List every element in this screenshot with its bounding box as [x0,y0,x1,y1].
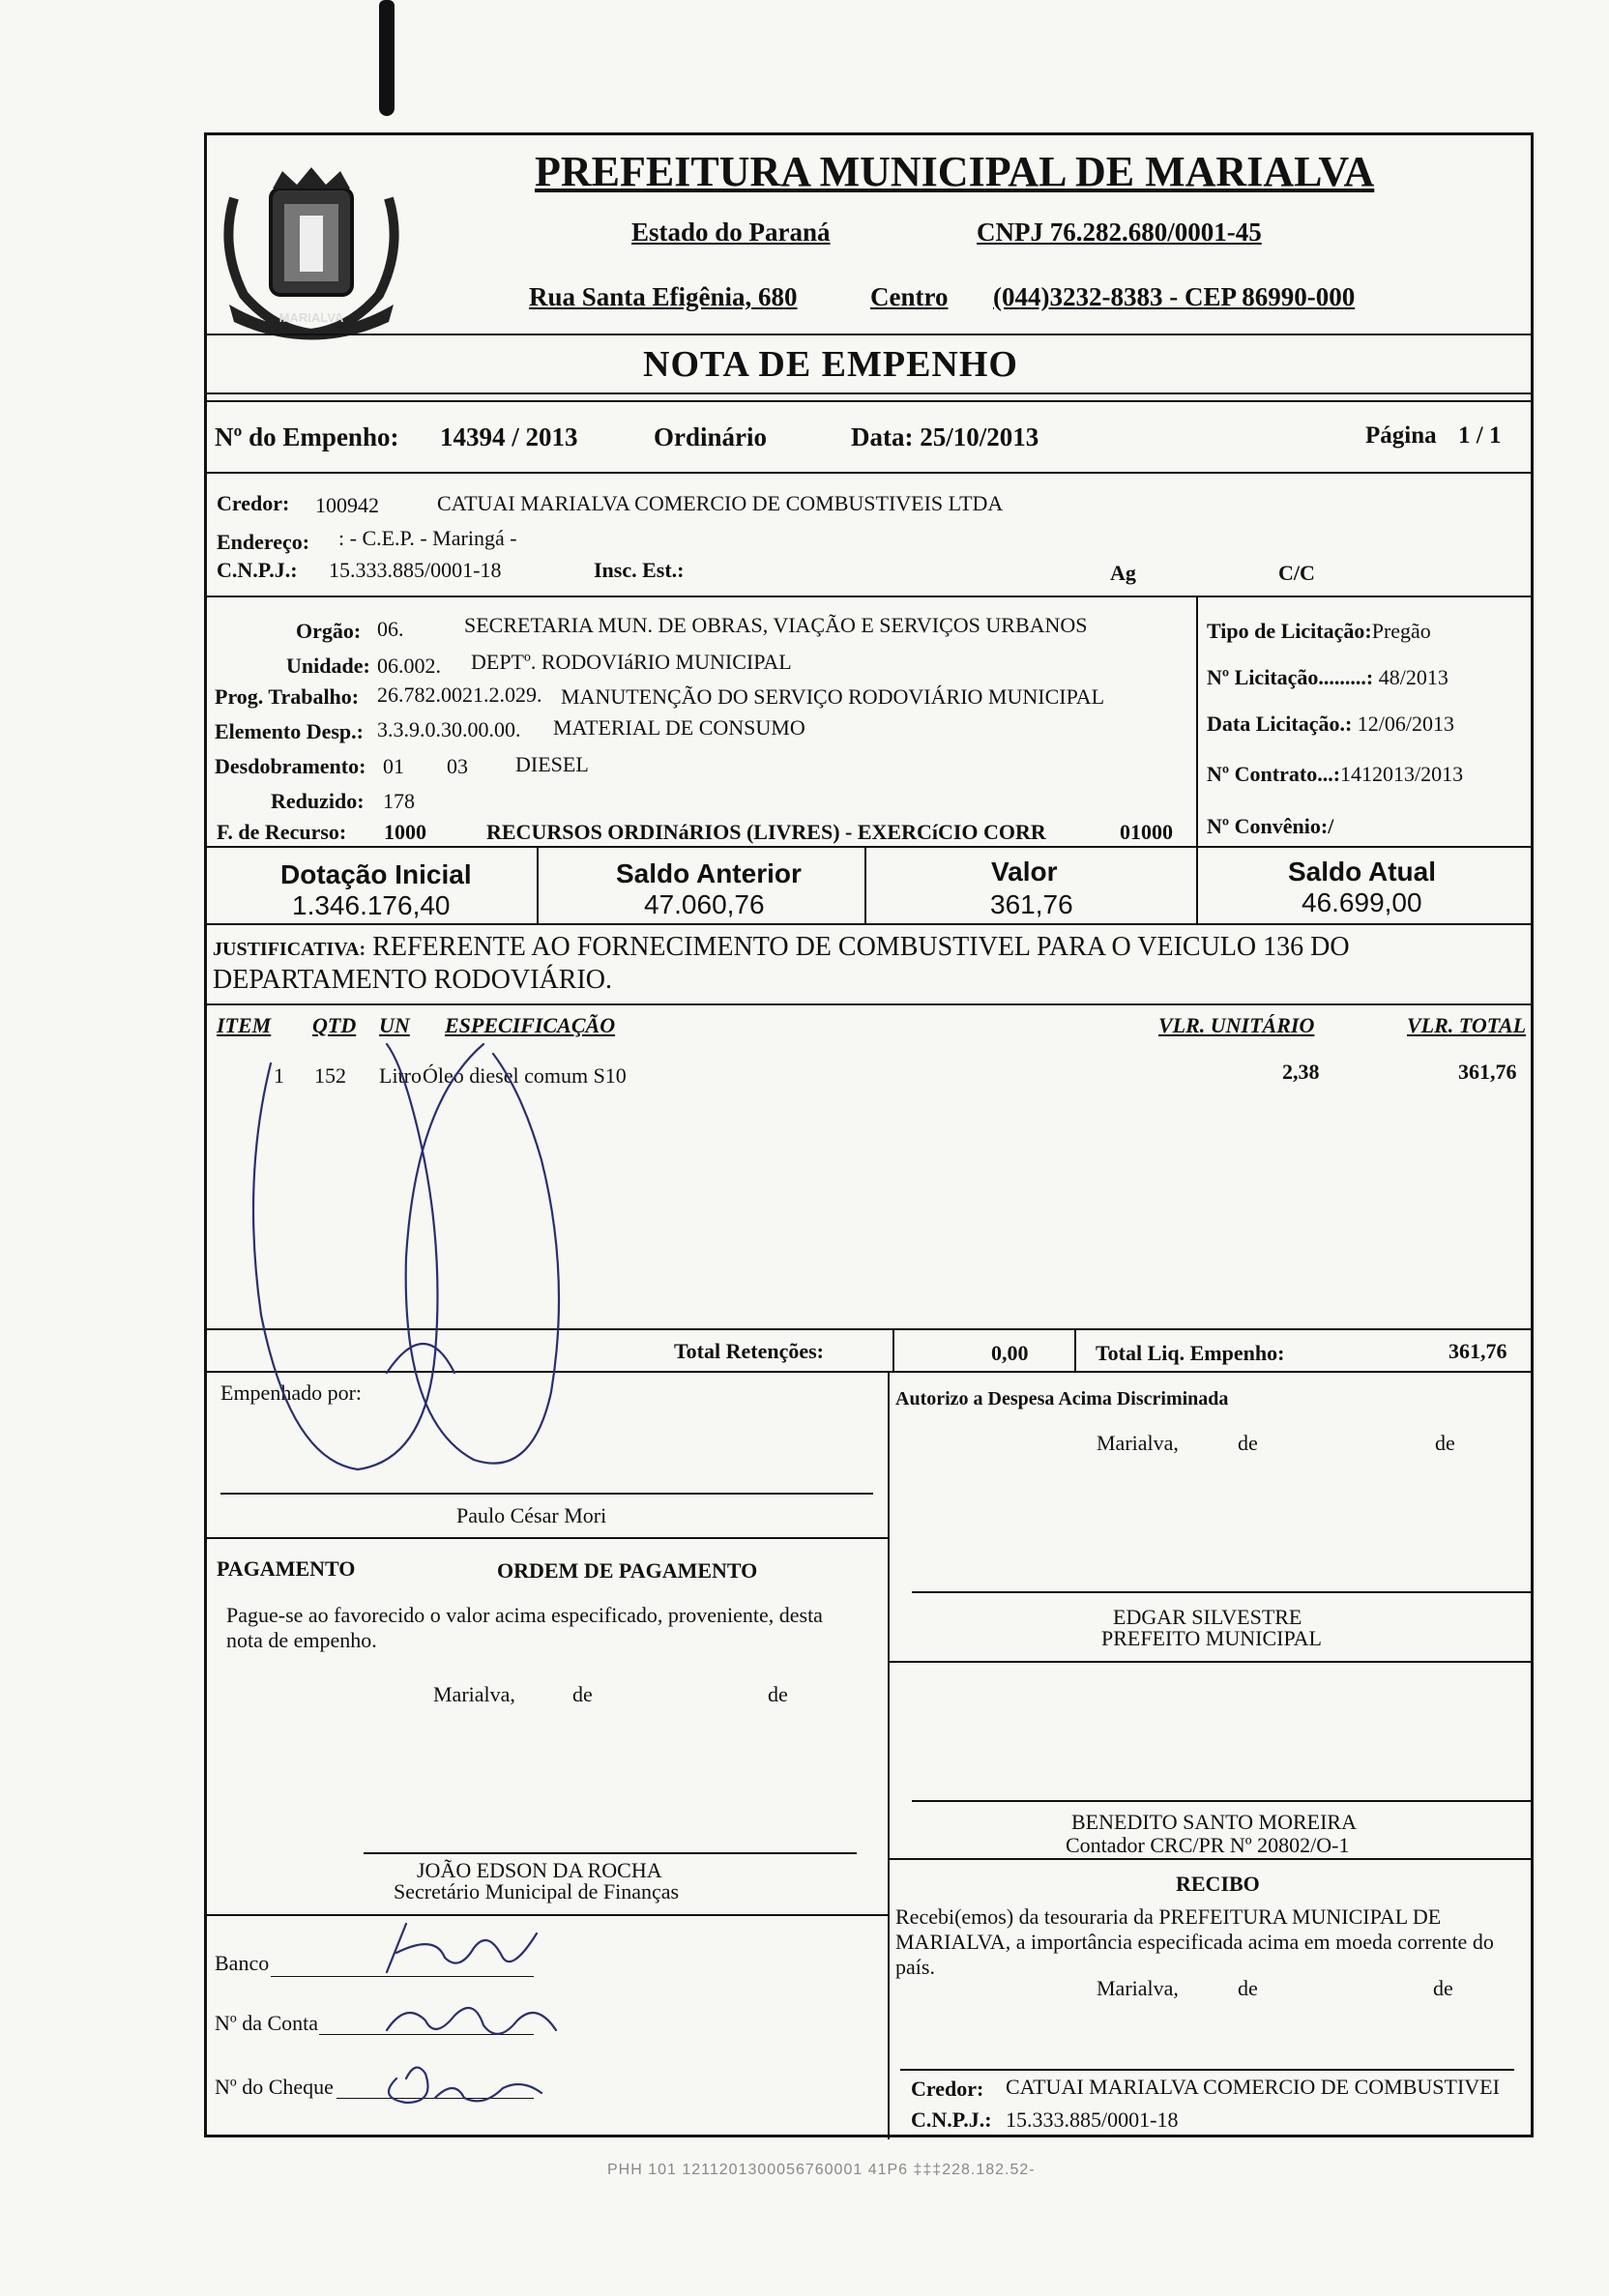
cc-label: C/C [1278,561,1315,585]
row-un: Litro [379,1063,422,1088]
header-street: Rua Santa Efigênia, 680 [529,282,798,311]
recurso-label: F. de Recurso: [217,820,347,844]
header-state: Estado do Paraná [631,218,831,247]
autorizo-local: Marialva, [1097,1431,1179,1455]
col-qtd: QTD [312,1013,357,1037]
micr-line: PHH 101 1211201300056760001 41P6 ‡‡‡228.182.52- [607,2162,1036,2178]
contador-cargo: Contador CRC/PR Nº 20802/O-1 [1066,1833,1350,1857]
row-total: 361,76 [1458,1060,1517,1084]
empenho-number: 14394 / 2013 [440,422,578,451]
svg-text:MARIALVA: MARIALVA [278,310,344,325]
crest-icon [215,160,408,343]
retencoes-value: 0,00 [991,1341,1029,1365]
orgao-code: 06. [377,617,404,641]
autorizo-label: Autorizo a Despesa Acima Discriminada [895,1388,1229,1410]
credor-label: Credor: [217,491,290,515]
ag-label: Ag [1110,561,1136,585]
conta-label: Nº da Conta [215,2011,319,2035]
desdobramento-label: Desdobramento: [215,754,366,778]
elemento-code: 3.3.9.0.30.00.00. [377,717,521,741]
licitacao-num: 48/2013 [1378,665,1448,689]
doc-title: NOTA DE EMPENHO [643,344,1018,385]
page-title: PREFEITURA MUNICIPAL DE MARIALVA [535,148,1375,195]
recurso-name: RECURSOS ORDINáRIOS (LIVRES) - EXERCíCIO CORR [486,820,1046,844]
empenho-date: Data: 25/10/2013 [851,422,1039,451]
cheque-label: Nº do Cheque [215,2075,334,2099]
recibo-line3: país. [895,1955,935,1979]
prog-code: 26.782.0021.2.029. [377,683,542,707]
desdobramento-a: 01 [383,754,404,778]
licitacao-tipo: Pregão [1371,619,1431,643]
cnpj-value: 15.333.885/0001-18 [329,558,502,582]
recibo-title: RECIBO [1176,1872,1260,1896]
empenho-type: Ordinário [654,422,768,451]
justificativa [213,932,1350,996]
valor-value: 361,76 [990,889,1073,919]
ordem-local: Marialva, [433,1682,515,1706]
recibo-de2: de [1433,1976,1453,2000]
secretario-nome: JOÃO EDSON DA ROCHA [417,1858,662,1882]
contador-nome: BENEDITO SANTO MOREIRA [1071,1810,1357,1834]
autorizo-de2: de [1435,1431,1455,1455]
page-label: Página [1365,422,1437,449]
header-phone-cep: (044)3232-8383 - CEP 86990-000 [993,282,1356,311]
col-especificacao: ESPECIFICAÇÃO [445,1013,616,1037]
page-number: 1 / 1 [1458,422,1502,449]
col-un: UN [379,1013,410,1037]
row-qtd: 152 [314,1063,346,1088]
secretario-cargo: Secretário Municipal de Finanças [394,1879,680,1904]
empenhado-nome: Paulo César Mori [456,1503,607,1527]
credor-name: CATUAI MARIALVA COMERCIO DE COMBUSTIVEIS LTDA [437,491,1004,515]
pague-line1: Pague-se ao favorecido o valor acima especificado, proveniente, desta [226,1603,823,1627]
credor-code: 100942 [315,493,379,517]
recibo-line1: Recebi(emos) da tesouraria da PREFEITURA MUNICIPAL DE [895,1904,1442,1929]
col-vlr-total: VLR. TOTAL [1407,1013,1527,1037]
prog-name: MANUTENÇÃO DO SERVIÇO RODOVIÁRIO MUNICIPAL [561,684,1105,709]
recibo-line2: MARIALVA, a importância especificada acima em moeda corrente do [895,1930,1494,1954]
address-label: Endereço: [217,530,310,554]
convenio-label: Nº Convênio:/ [1207,814,1334,838]
reduzido-label: Reduzido: [271,789,365,813]
elemento-label: Elemento Desp.: [215,719,364,743]
saldo-anterior-label: Saldo Anterior [616,858,802,888]
insc-label: Insc. Est.: [594,558,685,582]
row-unit: 2,38 [1282,1060,1320,1084]
justificativa-line2: DEPARTAMENTO RODOVIÁRIO. [213,965,612,995]
prefeito-nome: EDGAR SILVESTRE [1113,1605,1302,1629]
prefeito-cargo: PREFEITO MUNICIPAL [1101,1626,1322,1650]
address-value: : - C.E.P. - Maringá - [338,526,517,550]
recurso-num: 01000 [1120,820,1173,844]
autorizo-de1: de [1238,1431,1258,1455]
cnpj-label: C.N.P.J.: [217,558,298,582]
contrato-value: 1412013/2013 [1340,762,1464,786]
licitacao-data-label: Data Licitação.: 12/06/2013 [1207,712,1455,736]
row-item: 1 [274,1063,284,1088]
pagamento-label: PAGAMENTO [217,1556,356,1581]
saldo-atual-value: 46.699,00 [1302,887,1422,917]
elemento-name: MATERIAL DE CONSUMO [553,715,805,740]
recurso-code: 1000 [384,820,426,844]
recibo-credor-label: Credor: [911,2077,984,2101]
dotacao-value: 1.346.176,40 [292,890,451,920]
licitacao-data: 12/06/2013 [1357,712,1455,736]
cheque-signature [367,2049,561,2117]
liquido-label: Total Liq. Empenho: [1096,1341,1285,1365]
pague-text [226,1603,823,1653]
saldo-anterior-value: 47.060,76 [644,889,765,919]
ordem-de1: de [572,1682,593,1706]
saldo-atual-label: Saldo Atual [1288,857,1436,886]
unidade-label: Unidade: [286,654,370,678]
reduzido-value: 178 [383,789,415,813]
dotacao-label: Dotação Inicial [280,859,472,889]
retencoes-label: Total Retenções: [674,1339,824,1363]
col-item: ITEM [217,1013,272,1037]
conta-signature [367,1991,570,2049]
licitacao-num-label: Nº Licitação.........: 48/2013 [1207,665,1448,689]
valor-label: Valor [991,857,1058,886]
justificativa-label: JUSTIFICATIVA: [213,939,366,960]
banco-signature [367,1914,561,1982]
justificativa-line1: REFERENTE AO FORNECIMENTO DE COMBUSTIVEL PARA O VEICULO 136 DO [372,932,1350,962]
licitacao-tipo-label: Tipo de Licitação:Pregão [1207,619,1431,643]
recibo-de1: de [1238,1976,1258,2000]
empenho-label: Nº do Empenho: [215,422,399,451]
ordem-label: ORDEM DE PAGAMENTO [497,1558,758,1583]
recibo-local: Marialva, [1097,1976,1179,2000]
recibo-text [895,1904,1494,1980]
orgao-name: SECRETARIA MUN. DE OBRAS, VIAÇÃO E SERVIÇOS URBANOS [464,613,1088,637]
header-district: Centro [870,282,949,311]
contrato-label: Nº Contrato...:1412013/2013 [1207,762,1464,786]
pague-line2: nota de empenho. [226,1628,377,1652]
desdobramento-b: 03 [447,754,468,778]
signature-scribble [222,1005,677,1489]
header-cnpj: CNPJ 76.282.680/0001-45 [977,218,1262,247]
orgao-label: Orgão: [296,619,362,643]
empenhado-label: Empenhado por: [220,1381,363,1405]
desdobramento-name: DIESEL [515,752,589,776]
prog-label: Prog. Trabalho: [215,684,360,709]
col-vlr-unitario: VLR. UNITÁRIO [1158,1013,1315,1037]
recibo-cnpj: 15.333.885/0001-18 [1006,2107,1179,2132]
recibo-credor-nome: CATUAI MARIALVA COMERCIO DE COMBUSTIVEI [1006,2075,1500,2099]
unidade-code: 06.002. [377,654,441,678]
ordem-de2: de [768,1682,788,1706]
recibo-cnpj-label: C.N.P.J.: [911,2107,992,2132]
scan-mark [379,0,395,116]
row-especificacao: Óleo diesel comum S10 [423,1063,627,1088]
banco-label: Banco [215,1951,270,1975]
liquido-value: 361,76 [1448,1339,1507,1363]
unidade-name: DEPTº. RODOVIáRIO MUNICIPAL [471,650,792,674]
